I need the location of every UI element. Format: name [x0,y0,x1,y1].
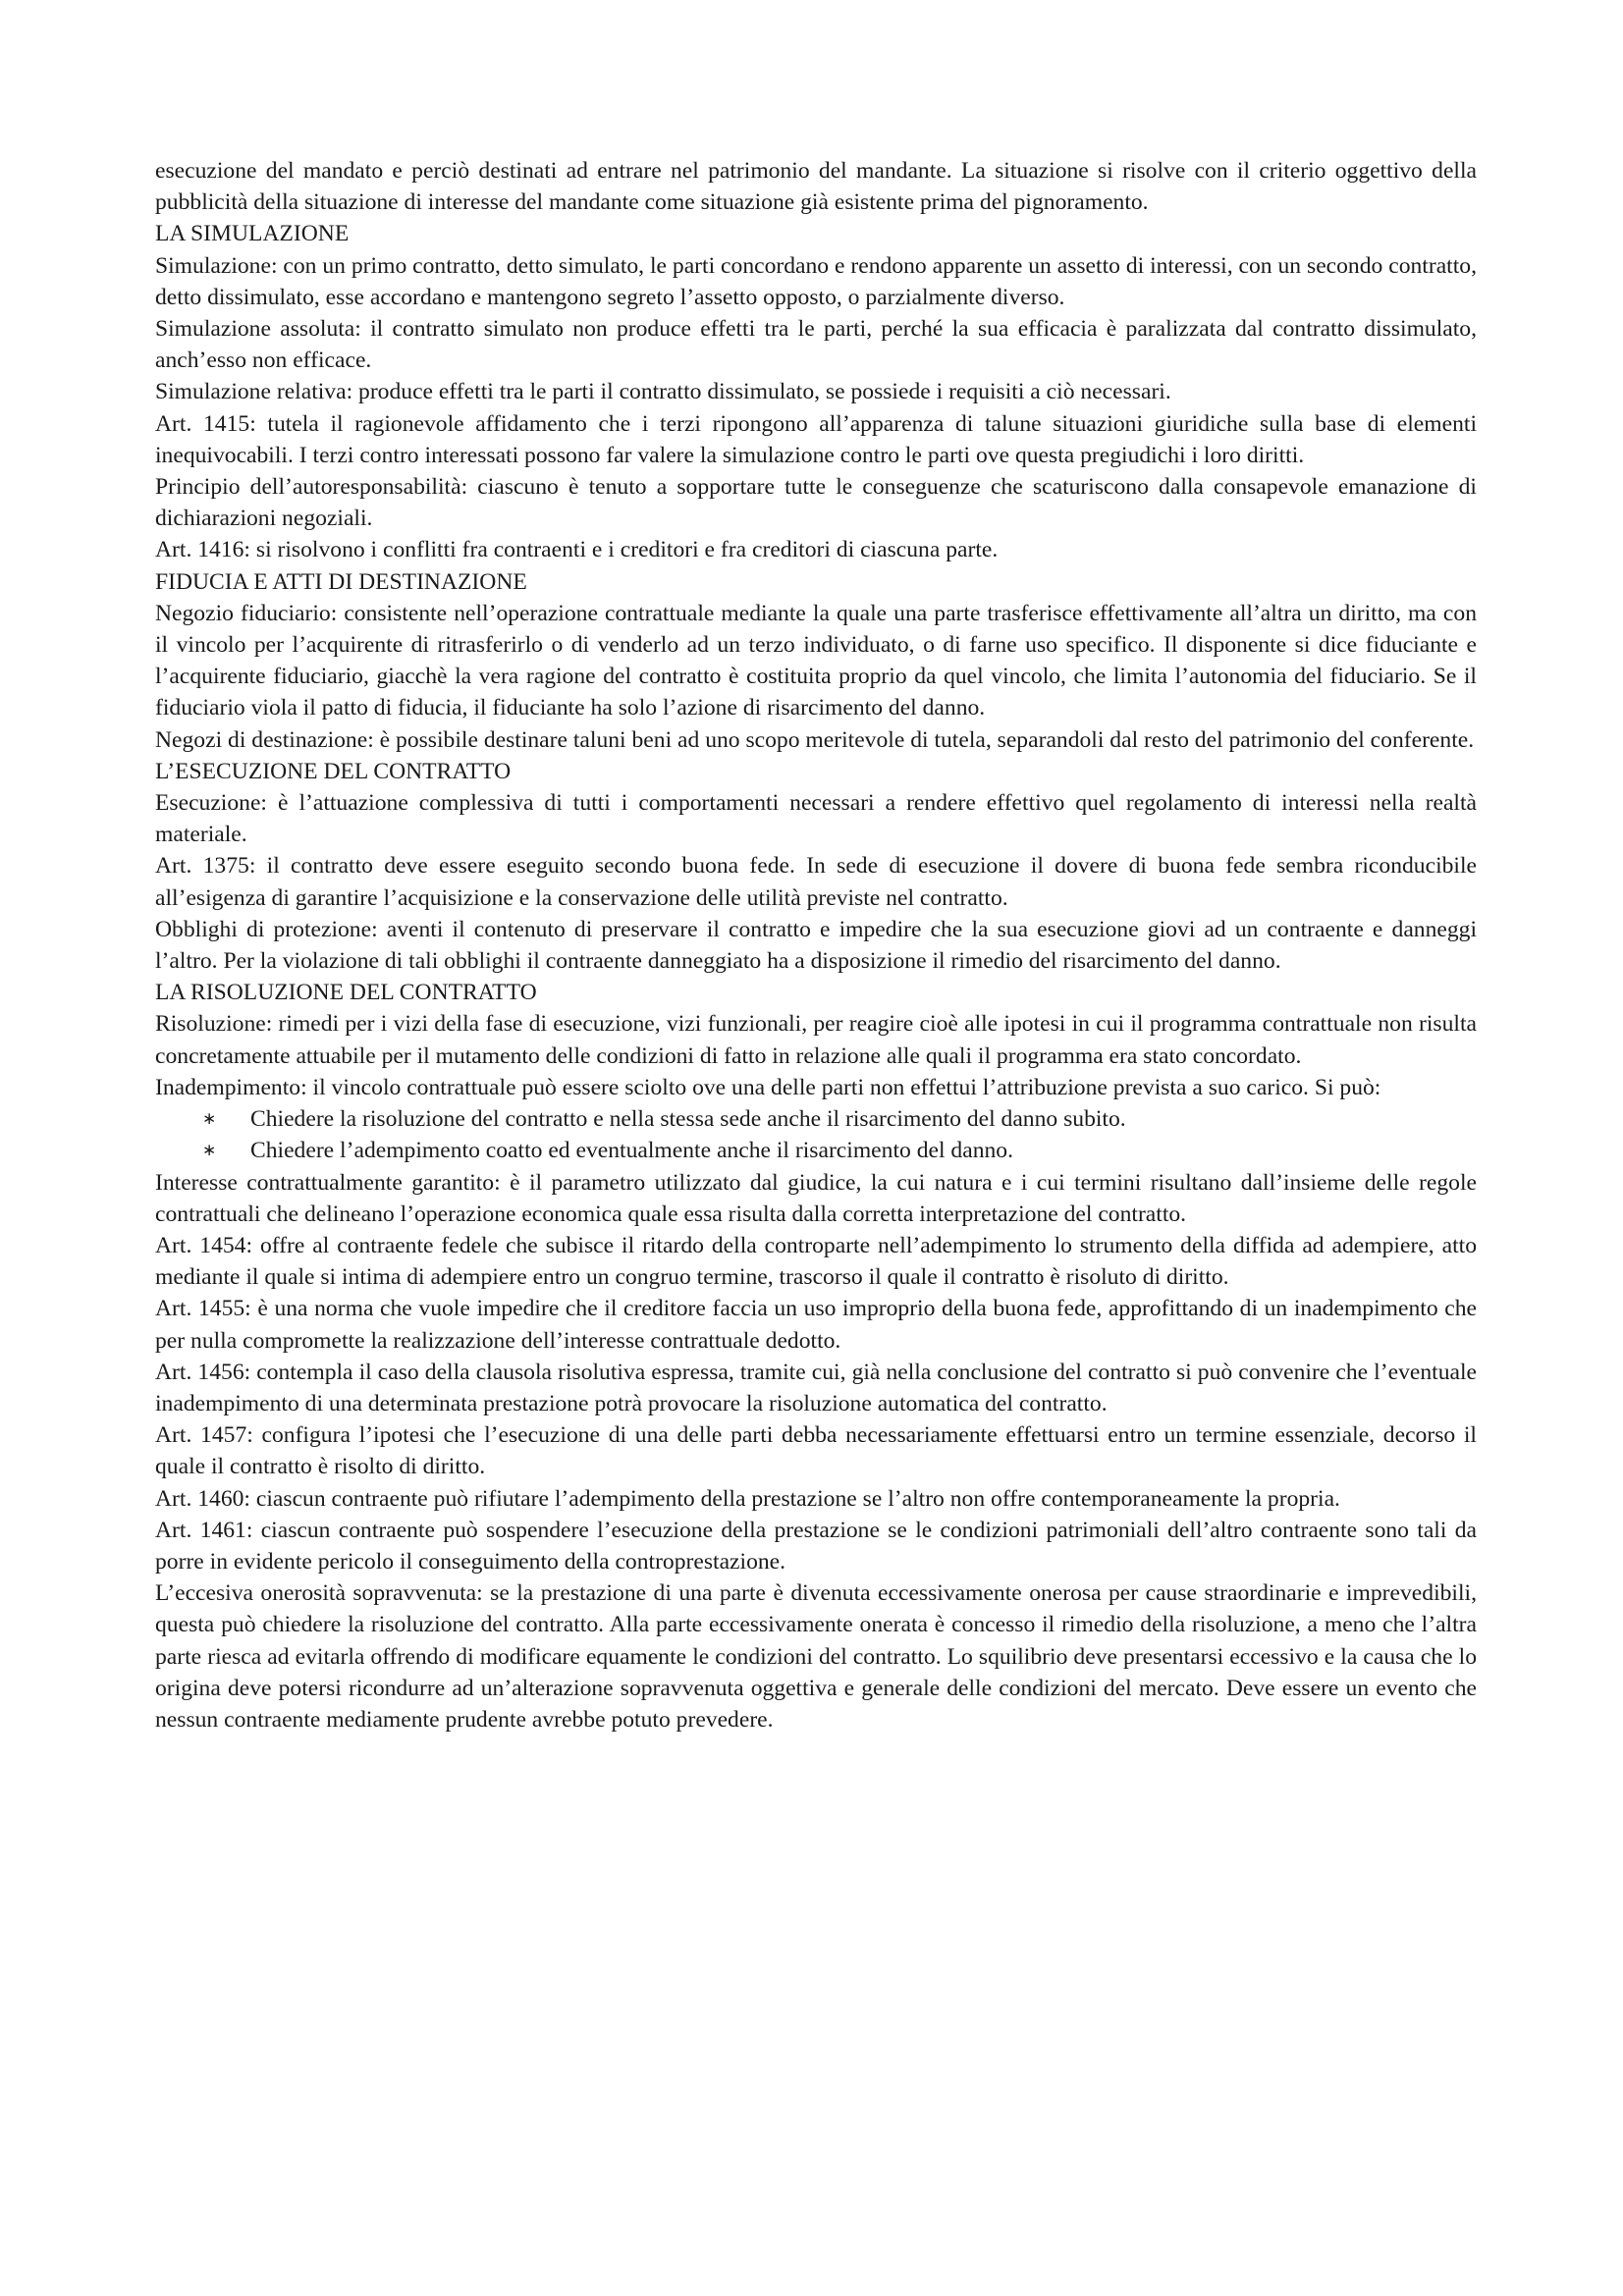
section-heading-fiducia-e-atti-di-destinazione: FIDUCIA E ATTI DI DESTINAZIONE [155,568,527,595]
section-heading-l-esecuzione-del-contratto: L’ESECUZIONE DEL CONTRATTO [155,758,512,784]
paragraph: Art. 1460: ciascun contraente può rifiutare l’adempimento della prestazione se l’altro non offre contemporaneamente la propria. [155,1485,1340,1512]
paragraph: Esecuzione: è l’attuazione complessiva di tutti i comportamenti necessari a rendere effettivo quel regolamento di interessi nella realtà materiale. [155,790,1477,848]
paragraph: Inadempimento: il vincolo contrattuale può essere sciolto ove una delle parti non effettui l’attribuzione prevista a suo carico. Si può: [155,1074,1381,1100]
paragraph: Principio dell’autoresponsabilità: ciascuno è tenuto a sopportare tutte le conseguenze che scaturiscono dalla consapevole emanazione di dichiarazioni negoziali. [155,474,1477,532]
paragraph: Art. 1456: contempla il caso della clausola risolutiva espressa, tramite cui, già nella conclusione del contratto si può convenire che l’eventuale inadempimento di una determinata prestazione potrà provocare la risoluzione automatica del contratto. [155,1359,1477,1416]
paragraph: Simulazione relativa: produce effetti tra le parti il contratto dissimulato, se possiede i requisiti a ciò necessari. [155,379,1171,405]
list-item-text: Chiedere la risoluzione del contratto e nella stessa sede anche il risarcimento del danno subito. [250,1106,1126,1133]
paragraph: Art. 1375: il contratto deve essere eseguito secondo buona fede. In sede di esecuzione il dovere di buona fede sembra riconducibile all’esigenza di garantire l’acquisizione e la conservazione delle utilità previste nel contratto. [155,853,1477,911]
list-item [155,1135,1477,1166]
list-item [155,1103,1477,1135]
paragraph: Negozio fiduciario: consistente nell’operazione contrattuale mediante la quale una parte trasferisce effettivamente all’altra un diritto, ma con il vincolo per l’acquirente di ritrasferirlo o di venderlo ad un terzo individuato, o di farne uso specifico. Il disponente si dice fiduciante e l’acquirente fiduciario, giacchè la vera ragione del contratto è costituita proprio da quel vincolo, che limita l’autonomia del fiduciario. Se il fiduciario viola il patto di fiducia, il fiduciante ha solo l’azione di risarcimento del danno. [155,600,1477,721]
document-page [155,155,1477,1735]
paragraph: L’eccesiva onerosità sopravvenuta: se la prestazione di una parte è divenuta eccessivamente onerosa per cause straordinarie e imprevedibili, questa può chiedere la risoluzione del contratto. Alla parte eccessivamente onerata è concesso il rimedio della risoluzione, a meno che l’altra parte riesca ad evitarla offrendo di modificare equamente le condizioni del contratto. Lo squilibrio deve presentarsi eccessivo e la causa che lo origina deve potersi ricondurre ad un’alterazione sopravvenuta oggettiva e generale delle condizioni del mercato. Deve essere un evento che nessun contraente mediamente prudente avrebbe potuto prevedere. [155,1580,1477,1733]
paragraph: Art. 1415: tutela il ragionevole affidamento che i terzi ripongono all’apparenza di talune situazioni giuridiche sulla base di elementi inequivocabili. I terzi contro interessati possono far valere la simulazione contro le parti ove questa pregiudichi i loro diritti. [155,410,1477,468]
bullet-list [155,1103,1477,1166]
paragraph: Obblighi di protezione: aventi il contenuto di preservare il contratto e impedire che la sua esecuzione giovi ad un contraente e danneggi l’altro. Per la violazione di tali obblighi il contraente danneggiato ha a disposizione il rimedio del risarcimento del danno. [155,916,1477,975]
asterisk-bullet-icon: ∗ [202,1109,217,1130]
paragraph: esecuzione del mandato e perciò destinati ad entrare nel patrimonio del mandante. La situazione si risolve con il criterio oggettivo della pubblicità della situazione di interesse del mandante come situazione già esistente prima del pignoramento. [155,158,1477,216]
section-heading-la-simulazione: LA SIMULAZIONE [155,221,350,247]
paragraph: Art. 1457: configura l’ipotesi che l’esecuzione di una delle parti debba necessariamente effettuarsi entro un termine essenziale, decorso il quale il contratto è risolto di diritto. [155,1422,1477,1480]
section-heading-la-risoluzione-del-contratto: LA RISOLUZIONE DEL CONTRATTO [155,980,537,1006]
paragraph: Simulazione: con un primo contratto, detto simulato, le parti concordano e rendono apparente un assetto di interessi, con un secondo contratto, detto dissimulato, esse accordano e mantengono segreto l’assetto opposto, o parzialmente diverso. [155,252,1477,310]
paragraph: Art. 1455: è una norma che vuole impedire che il creditore faccia un uso improprio della buona fede, approfittando di un inadempimento che per nulla compromette la realizzazione dell’interesse contrattuale dedotto. [155,1296,1477,1354]
asterisk-bullet-icon: ∗ [202,1141,217,1161]
paragraph: Art. 1461: ciascun contraente può sospendere l’esecuzione della prestazione se le condizioni patrimoniali dell’altro contraente sono tali da porre in evidente pericolo il conseguimento della controprestazione. [155,1517,1477,1575]
paragraph: Art. 1454: offre al contraente fedele che subisce il ritardo della controparte nell’adempimento lo strumento della diffida ad adempiere, atto mediante il quale si intima di adempiere entro un congruo termine, trascorso il quale il contratto è risoluto di diritto. [155,1232,1477,1291]
paragraph: Art. 1416: si risolvono i conflitti fra contraenti e i creditori e fra creditori di ciascuna parte. [155,537,999,563]
paragraph: Risoluzione: rimedi per i vizi della fase di esecuzione, vizi funzionali, per reagire cioè alle ipotesi in cui il programma contrattuale non risulta concretamente attuabile per il mutamento delle condizioni di fatto in relazione alle quali il programma era stato concordato. [155,1011,1477,1069]
paragraph: Interesse contrattualmente garantito: è il parametro utilizzato dal giudice, la cui natura e i cui termini risultano dall’insieme delle regole contrattuali che delineano l’operazione economica quale essa risulta dalla corretta interpretazione del contratto. [155,1169,1477,1227]
paragraph: Simulazione assoluta: il contratto simulato non produce effetti tra le parti, perché la sua efficacia è paralizzata dal contratto dissimulato, anch’esso non efficace. [155,316,1477,374]
list-item-text: Chiedere l’adempimento coatto ed eventualmente anche il risarcimento del danno. [250,1138,1013,1164]
paragraph: Negozi di destinazione: è possibile destinare taluni beni ad uno scopo meritevole di tutela, separandoli dal resto del patrimonio del conferente. [155,726,1475,753]
